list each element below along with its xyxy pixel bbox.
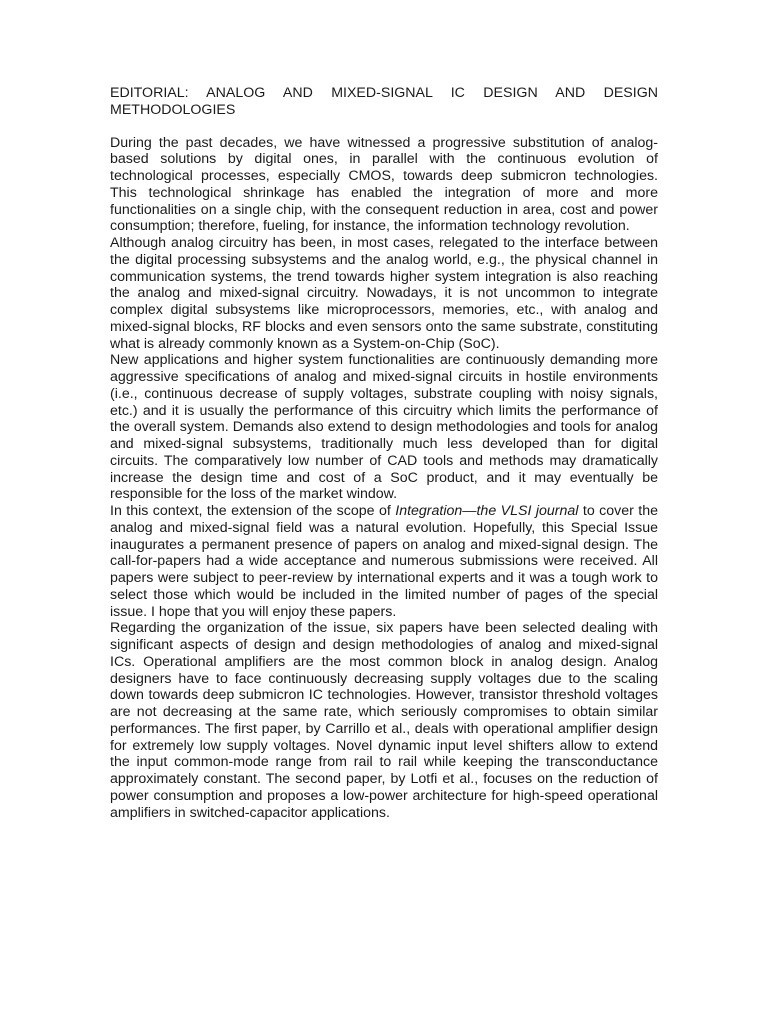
paragraph-4-rest: to cover the analog and mixed-signal field was a natural evolution. Hopefully, this Special Issue inaugurates a permanent presence of papers on analog and mixed-signal design. The call-for-papers had a wide acceptance and numerous submissions were received. All papers were subject to peer-review by international experts and it was a tough work to select those which would be included in the limited number of pages of the special issue. I hope that you will enjoy these papers. xyxy=(110,503,659,620)
editorial-title: EDITORIAL: ANALOG AND MIXED-SIGNAL IC DESIGN AND DESIGN METHODOLOGIES xyxy=(110,85,658,118)
paragraph-2: Although analog circuitry has been, in most cases, relegated to the interface between the digital processing subsystems and the analog world, e.g., the physical channel in communication systems, the trend towards higher system integration is also reaching the analog and mixed-signal circuitry. Nowadays, it is not uncommon to integrate complex digital subsystems like microprocessors, memories, etc., with analog and mixed-signal blocks, RF blocks and even sensors onto the same substrate, constituting what is already commonly known as a System-on-Chip (SoC). xyxy=(110,235,658,352)
paragraph-4-lead: In this context, the extension of the scope of xyxy=(110,503,396,519)
paragraph-1: During the past decades, we have witnessed a progressive substitution of analog-based solutions by digital ones, in parallel with the continuous evolution of technological processes, especially CMOS, towards deep submicron technologies. This technological shrinkage has enabled the integration of more and more functionalities on a single chip, with the consequent reduction in area, cost and power consumption; therefore, fueling, for instance, the information technology revolution. xyxy=(110,134,658,235)
document-body xyxy=(110,85,658,821)
paragraph-4 xyxy=(110,503,658,620)
paragraph-3: New applications and higher system functionalities are continuously demanding more aggressive specifications of analog and mixed-signal circuits in hostile environments (i.e., continuous decrease of supply voltages, substrate coupling with noisy signals, etc.) and it is usually the performance of this circuitry which limits the performance of the overall system. Demands also extend to design methodologies and tools for analog and mixed-signal subsystems, traditionally much less developed than for digital circuits. The comparatively low number of CAD tools and methods may dramatically increase the design time and cost of a SoC product, and it may eventually be responsible for the loss of the market window. xyxy=(110,352,658,503)
paragraph-5: Regarding the organization of the issue, six papers have been selected dealing with significant aspects of design and design methodologies of analog and mixed-signal ICs. Operational amplifiers are the most common block in analog design. Analog designers have to face continuously decreasing supply voltages due to the scaling down towards deep submicron IC technologies. However, transistor threshold voltages are not decreasing at the same rate, which seriously compromises to obtain similar performances. The first paper, by Carrillo et al., deals with operational amplifier design for extremely low supply voltages. Novel dynamic input level shifters allow to extend the input common-mode range from rail to rail while keeping the transconductance approximately constant. The second paper, by Lotfi et al., focuses on the reduction of power consumption and proposes a low-power architecture for high-speed operational amplifiers in switched-capacitor applications. xyxy=(110,620,658,821)
journal-name: Integration—the VLSI journal xyxy=(395,503,579,519)
